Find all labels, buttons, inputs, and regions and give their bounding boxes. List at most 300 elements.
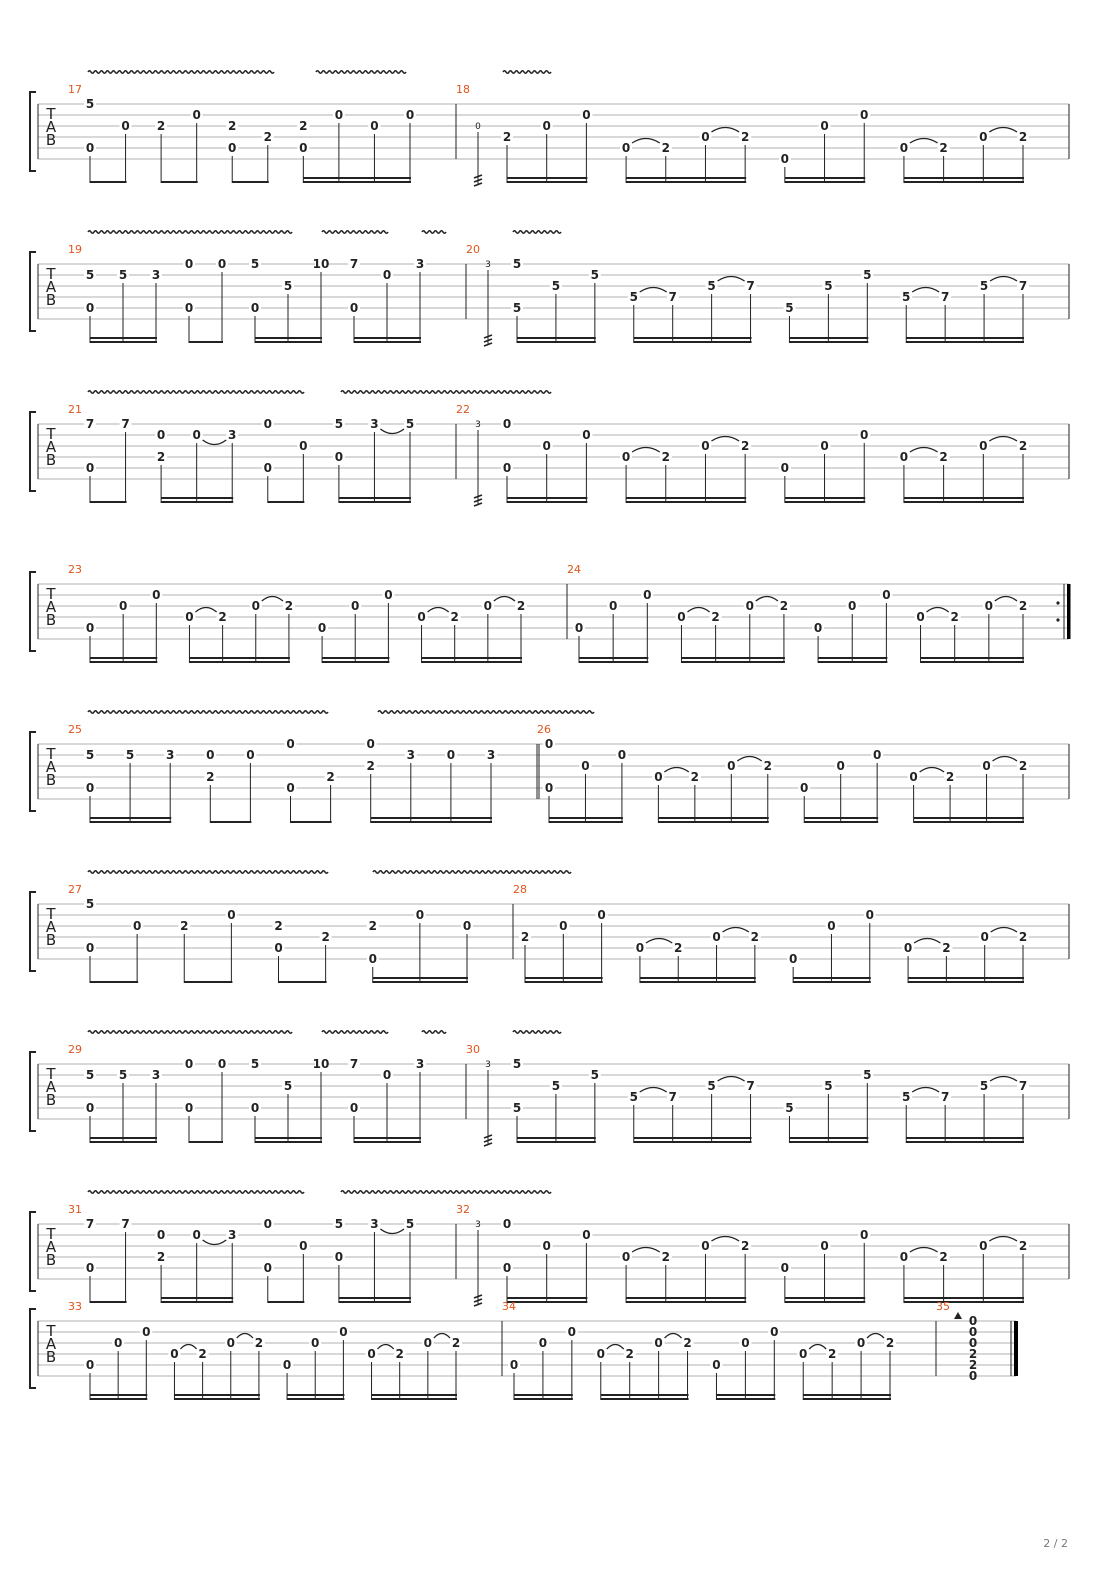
beam bbox=[189, 657, 289, 659]
fret-number: 0 bbox=[780, 152, 790, 166]
fret-number: 0 bbox=[156, 1228, 166, 1242]
fret-number: 0 bbox=[286, 737, 295, 751]
beam bbox=[268, 1301, 305, 1303]
beam bbox=[507, 1301, 587, 1303]
fret-number: 0 bbox=[405, 108, 415, 122]
fret-number: 0 bbox=[370, 119, 379, 133]
vibrato-mark bbox=[513, 231, 561, 234]
beam bbox=[785, 501, 865, 503]
fret-number: 0 bbox=[654, 1336, 663, 1350]
vibrato-mark bbox=[88, 1191, 304, 1194]
fret-number: 2 bbox=[263, 130, 272, 144]
fret-number: 2 bbox=[968, 1358, 978, 1372]
tab-clef-letter: A bbox=[45, 598, 57, 616]
fret-number: 5 bbox=[863, 268, 872, 282]
fret-number: 0 bbox=[334, 108, 344, 122]
beam bbox=[634, 1137, 752, 1139]
fret-number: 0 bbox=[311, 1336, 320, 1350]
fret-number: 0 bbox=[156, 428, 166, 442]
fret-number: 0 bbox=[85, 141, 95, 155]
beam bbox=[785, 497, 865, 499]
tab-clef-letter: T bbox=[46, 265, 56, 283]
beam bbox=[255, 1137, 322, 1139]
fret-number: 0 bbox=[968, 1314, 978, 1328]
fret-number: 0 bbox=[263, 1217, 272, 1231]
beam bbox=[549, 817, 623, 819]
final-barline bbox=[1014, 1321, 1018, 1376]
fret-number: 2 bbox=[779, 599, 789, 613]
fret-number: 0 bbox=[184, 301, 194, 315]
vibrato-mark bbox=[322, 231, 388, 234]
fret-number: 7 bbox=[668, 1090, 677, 1104]
tie bbox=[912, 1088, 939, 1093]
beam bbox=[626, 181, 746, 183]
fret-number: 0 bbox=[274, 941, 283, 955]
beam bbox=[716, 1398, 775, 1400]
system-bracket bbox=[30, 412, 36, 491]
beam bbox=[90, 981, 138, 983]
beam bbox=[601, 1394, 689, 1396]
fret-number: 0 bbox=[85, 461, 95, 475]
tab-clef-letter: T bbox=[46, 585, 56, 603]
tab-clef-letter: A bbox=[45, 1238, 57, 1256]
beam bbox=[785, 181, 865, 183]
tie bbox=[993, 757, 1017, 762]
beam bbox=[174, 1398, 259, 1400]
tie bbox=[180, 1345, 196, 1350]
fret-number: 5 bbox=[125, 748, 135, 762]
fret-number: 0 bbox=[85, 1261, 95, 1275]
fret-number: 5 bbox=[590, 1068, 600, 1082]
fret-number: 0 bbox=[544, 737, 554, 751]
tie bbox=[990, 1077, 1017, 1082]
fret-number: 0 bbox=[745, 599, 754, 613]
vibrato-mark bbox=[422, 231, 446, 234]
beam bbox=[189, 1141, 223, 1143]
fret-number: 0 bbox=[299, 141, 308, 155]
system-bracket bbox=[30, 1309, 36, 1388]
fret-number: 0 bbox=[701, 439, 710, 453]
fret-number: 2 bbox=[156, 450, 166, 464]
fret-number: 7 bbox=[746, 1079, 755, 1093]
fret-number: 2 bbox=[520, 930, 530, 944]
beam bbox=[268, 501, 305, 503]
beam bbox=[626, 177, 746, 179]
fret-number: 2 bbox=[321, 930, 330, 944]
beam bbox=[189, 341, 223, 343]
fret-number: 0 bbox=[899, 450, 909, 464]
fret-number: 0 bbox=[282, 1358, 292, 1372]
measure-number: 19 bbox=[68, 243, 82, 256]
fret-number: 0 bbox=[979, 439, 988, 453]
beam bbox=[908, 981, 1024, 983]
fret-number: 0 bbox=[192, 1228, 201, 1242]
beam bbox=[818, 657, 887, 659]
tie bbox=[711, 128, 739, 133]
beam bbox=[90, 1137, 157, 1139]
fret-number: 7 bbox=[85, 417, 95, 431]
fret-number: 0 bbox=[366, 737, 375, 751]
fret-number: 7 bbox=[1018, 1079, 1028, 1093]
fret-number: 0 bbox=[701, 1239, 710, 1253]
fret-number: 0 bbox=[423, 1336, 433, 1350]
beam bbox=[579, 661, 648, 663]
tie bbox=[262, 597, 283, 602]
tie bbox=[494, 597, 515, 602]
fret-number: 2 bbox=[661, 141, 670, 155]
fret-number: 2 bbox=[827, 1347, 837, 1361]
beam bbox=[507, 497, 587, 499]
tie bbox=[378, 1345, 394, 1350]
fret-number: 0 bbox=[727, 759, 736, 773]
beam bbox=[90, 661, 157, 663]
beam bbox=[517, 341, 596, 343]
fret-number: 5 bbox=[590, 268, 600, 282]
measure-number: 26 bbox=[537, 723, 551, 736]
fret-number: 0 bbox=[979, 1239, 988, 1253]
fret-number: 0 bbox=[192, 428, 201, 442]
fret-number: 0 bbox=[170, 1347, 179, 1361]
fret-number: 0 bbox=[544, 781, 554, 795]
fret-number: 0 bbox=[206, 748, 215, 762]
fret-number: 2 bbox=[674, 941, 683, 955]
fret-number: 0 bbox=[677, 610, 686, 624]
fret-number: 7 bbox=[85, 1217, 95, 1231]
fret-number: 0 bbox=[85, 1358, 95, 1372]
tab-clef-letter: A bbox=[45, 758, 57, 776]
fret-number: 7 bbox=[349, 257, 359, 271]
beam bbox=[785, 1301, 865, 1303]
fret-number: 2 bbox=[740, 130, 750, 144]
fret-number: 0 bbox=[251, 599, 260, 613]
fret-number: 2 bbox=[284, 599, 294, 613]
fret-number: 2 bbox=[180, 919, 189, 933]
beam bbox=[640, 981, 756, 983]
fret-number: 2 bbox=[939, 450, 948, 464]
beam bbox=[354, 1141, 421, 1143]
system-bracket bbox=[30, 1212, 36, 1291]
beam bbox=[371, 821, 492, 823]
beam bbox=[287, 1398, 344, 1400]
measure-number: 28 bbox=[513, 883, 527, 896]
beam bbox=[90, 657, 157, 659]
beam bbox=[785, 177, 865, 179]
tab-clef-letter: B bbox=[45, 1251, 57, 1269]
fret-number: 0 bbox=[608, 599, 618, 613]
beam bbox=[339, 497, 411, 499]
tie bbox=[991, 928, 1017, 933]
fret-number: 3 bbox=[151, 1068, 161, 1082]
fret-number: 5 bbox=[979, 1079, 989, 1093]
tie bbox=[711, 1237, 739, 1242]
fret-number: 5 bbox=[629, 1090, 638, 1104]
beam bbox=[803, 1398, 891, 1400]
fret-number: 0 bbox=[780, 1261, 790, 1275]
beam bbox=[904, 181, 1024, 183]
measure-number: 21 bbox=[68, 403, 82, 416]
tie bbox=[809, 1345, 826, 1350]
tie bbox=[737, 757, 761, 762]
fret-number: 0 bbox=[899, 141, 909, 155]
tab-clef-letter: T bbox=[46, 905, 56, 923]
vibrato-mark bbox=[341, 391, 551, 394]
tab-clef-letter: T bbox=[46, 1225, 56, 1243]
fret-number: 5 bbox=[824, 1079, 833, 1093]
beam bbox=[90, 341, 157, 343]
beam bbox=[626, 1301, 746, 1303]
beam bbox=[339, 1297, 411, 1299]
tab-system bbox=[30, 1191, 1069, 1306]
fret-number: 5 bbox=[902, 290, 911, 304]
fret-number: 2 bbox=[1018, 1239, 1028, 1253]
tab-clef-letter: T bbox=[46, 425, 56, 443]
tab-clef-letter: B bbox=[45, 931, 57, 949]
fret-number: 0 bbox=[184, 257, 194, 271]
fret-number: 0 bbox=[643, 588, 652, 602]
fret-number: 0 bbox=[800, 781, 809, 795]
system-bracket bbox=[30, 92, 36, 171]
beam bbox=[339, 1301, 411, 1303]
measure-number: 27 bbox=[68, 883, 82, 896]
tie bbox=[723, 928, 749, 933]
measure-number: 32 bbox=[456, 1203, 470, 1216]
fret-number: 5 bbox=[629, 290, 638, 304]
vibrato-mark bbox=[422, 1031, 446, 1034]
beam bbox=[517, 337, 596, 339]
fret-number: 2 bbox=[968, 1347, 978, 1361]
fret-number: 0 bbox=[980, 930, 989, 944]
tie bbox=[910, 1248, 938, 1253]
fret-number: 7 bbox=[349, 1057, 359, 1071]
tie bbox=[646, 939, 672, 944]
tab-system bbox=[30, 1031, 1069, 1146]
grace-note: 3 bbox=[475, 420, 481, 430]
fret-number: 5 bbox=[85, 268, 95, 282]
tie bbox=[195, 608, 216, 613]
fret-number: 2 bbox=[502, 130, 512, 144]
fret-number: 2 bbox=[1018, 439, 1028, 453]
fret-number: 2 bbox=[945, 770, 955, 784]
tie bbox=[989, 128, 1017, 133]
beam bbox=[804, 821, 878, 823]
fret-number: 0 bbox=[712, 1358, 721, 1372]
fret-number: 0 bbox=[903, 941, 913, 955]
fret-number: 0 bbox=[820, 119, 829, 133]
beam bbox=[793, 977, 871, 979]
beam bbox=[287, 1394, 344, 1396]
vibrato-mark bbox=[378, 711, 594, 714]
tie bbox=[990, 277, 1017, 282]
fret-number: 0 bbox=[788, 952, 798, 966]
fret-number: 0 bbox=[509, 1358, 519, 1372]
beam bbox=[339, 501, 411, 503]
beam bbox=[174, 1394, 259, 1396]
tie bbox=[756, 597, 778, 602]
fret-number: 0 bbox=[860, 108, 869, 122]
tab-clef-letter: A bbox=[45, 918, 57, 936]
beam bbox=[161, 181, 198, 183]
tie bbox=[632, 1248, 660, 1253]
fret-number: 0 bbox=[250, 301, 260, 315]
beam bbox=[184, 981, 232, 983]
beam bbox=[322, 661, 389, 663]
fret-number: 7 bbox=[746, 279, 755, 293]
fret-number: 0 bbox=[217, 257, 227, 271]
beam bbox=[906, 341, 1024, 343]
fret-number: 2 bbox=[683, 1336, 692, 1350]
beam bbox=[303, 181, 411, 183]
fret-number: 2 bbox=[885, 1336, 895, 1350]
fret-number: 0 bbox=[502, 461, 512, 475]
beam bbox=[161, 501, 233, 503]
fret-number: 0 bbox=[263, 461, 272, 475]
tie bbox=[910, 139, 938, 144]
fret-number: 0 bbox=[462, 919, 472, 933]
fret-number: 0 bbox=[617, 748, 627, 762]
beam bbox=[161, 1301, 233, 1303]
fret-number: 0 bbox=[820, 1239, 829, 1253]
tie bbox=[665, 1334, 682, 1339]
measure-number: 30 bbox=[466, 1043, 480, 1056]
tie bbox=[995, 597, 1017, 602]
measure-number: 18 bbox=[456, 83, 470, 96]
vibrato-mark bbox=[373, 871, 571, 874]
fret-number: 0 bbox=[770, 1325, 779, 1339]
beam bbox=[514, 1398, 573, 1400]
tab-clef-letter: A bbox=[45, 438, 57, 456]
fret-number: 0 bbox=[741, 1336, 750, 1350]
vibrato-mark bbox=[88, 1031, 292, 1034]
beam bbox=[161, 497, 233, 499]
beam bbox=[373, 977, 468, 979]
fret-number: 0 bbox=[113, 1336, 123, 1350]
fret-number: 0 bbox=[968, 1325, 978, 1339]
vibrato-mark bbox=[503, 71, 551, 74]
fret-number: 2 bbox=[690, 770, 700, 784]
beam bbox=[803, 1394, 891, 1396]
beam bbox=[601, 1398, 689, 1400]
beam bbox=[90, 1141, 157, 1143]
tab-clef-letter: B bbox=[45, 131, 57, 149]
fret-number: 2 bbox=[939, 141, 948, 155]
slur bbox=[203, 1240, 227, 1245]
fret-number: 7 bbox=[121, 1217, 130, 1231]
fret-number: 0 bbox=[979, 130, 988, 144]
fret-number: 0 bbox=[263, 1261, 272, 1275]
tie bbox=[434, 1334, 450, 1339]
beam bbox=[507, 501, 587, 503]
fret-number: 10 bbox=[312, 257, 330, 271]
fret-number: 0 bbox=[286, 781, 295, 795]
tab-clef-letter: A bbox=[45, 1335, 57, 1353]
fret-number: 5 bbox=[283, 1079, 293, 1093]
fret-number: 2 bbox=[1018, 599, 1028, 613]
fret-number: 5 bbox=[551, 279, 561, 293]
beam bbox=[525, 981, 603, 983]
fret-number: 0 bbox=[582, 108, 591, 122]
tab-clef-letter: B bbox=[45, 451, 57, 469]
beam bbox=[525, 977, 603, 979]
fret-number: 2 bbox=[661, 1250, 670, 1264]
fret-number: 0 bbox=[984, 599, 994, 613]
beam bbox=[904, 497, 1024, 499]
beam bbox=[904, 1301, 1024, 1303]
beam bbox=[804, 817, 878, 819]
beam bbox=[422, 657, 522, 659]
fermata-icon bbox=[954, 1312, 962, 1319]
fret-number: 2 bbox=[274, 919, 283, 933]
beam bbox=[906, 1137, 1024, 1139]
fret-number: 3 bbox=[406, 748, 415, 762]
fret-number: 0 bbox=[836, 759, 845, 773]
tie bbox=[687, 608, 709, 613]
fret-number: 0 bbox=[596, 1347, 605, 1361]
fret-number: 2 bbox=[254, 1336, 264, 1350]
fret-number: 5 bbox=[512, 257, 522, 271]
fret-number: 2 bbox=[198, 1347, 207, 1361]
fret-number: 0 bbox=[250, 1101, 260, 1115]
fret-number: 5 bbox=[334, 1217, 344, 1231]
fret-number: 7 bbox=[668, 290, 677, 304]
beam bbox=[921, 657, 1024, 659]
measure-number: 24 bbox=[567, 563, 581, 576]
beam bbox=[372, 1398, 457, 1400]
measure-number: 22 bbox=[456, 403, 470, 416]
vibrato-mark bbox=[88, 711, 328, 714]
fret-number: 0 bbox=[581, 759, 590, 773]
beam bbox=[189, 661, 289, 663]
fret-number: 0 bbox=[85, 1101, 95, 1115]
fret-number: 0 bbox=[621, 1250, 631, 1264]
fret-number: 2 bbox=[942, 941, 951, 955]
fret-number: 0 bbox=[621, 141, 631, 155]
fret-number: 5 bbox=[902, 1090, 911, 1104]
slur bbox=[203, 440, 227, 445]
fret-number: 2 bbox=[326, 770, 335, 784]
vibrato-mark bbox=[88, 231, 292, 234]
grace-note: 0 bbox=[475, 122, 481, 132]
fret-number: 0 bbox=[502, 417, 512, 431]
beam bbox=[279, 981, 327, 983]
tie bbox=[607, 1345, 624, 1350]
fret-number: 5 bbox=[707, 279, 716, 293]
slur bbox=[380, 1229, 404, 1234]
fret-number: 0 bbox=[184, 1057, 194, 1071]
fret-number: 5 bbox=[283, 279, 293, 293]
beam bbox=[789, 337, 868, 339]
fret-number: 2 bbox=[939, 1250, 948, 1264]
beam bbox=[906, 337, 1024, 339]
measure-number: 34 bbox=[502, 1300, 516, 1313]
beam bbox=[634, 337, 752, 339]
vibrato-mark bbox=[341, 1191, 551, 1194]
tab-clef-letter: B bbox=[45, 1348, 57, 1366]
tab-system bbox=[30, 871, 1069, 983]
fret-number: 0 bbox=[263, 417, 272, 431]
beam bbox=[90, 817, 171, 819]
beam bbox=[818, 661, 887, 663]
fret-number: 2 bbox=[516, 599, 526, 613]
fret-number: 0 bbox=[813, 621, 823, 635]
fret-number: 5 bbox=[405, 1217, 415, 1231]
beam bbox=[549, 821, 623, 823]
fret-number: 0 bbox=[226, 1336, 235, 1350]
fret-number: 0 bbox=[185, 610, 194, 624]
fret-number: 0 bbox=[246, 748, 255, 762]
fret-number: 5 bbox=[551, 1079, 561, 1093]
grace-note: 3 bbox=[485, 260, 491, 270]
fret-number: 2 bbox=[395, 1347, 404, 1361]
